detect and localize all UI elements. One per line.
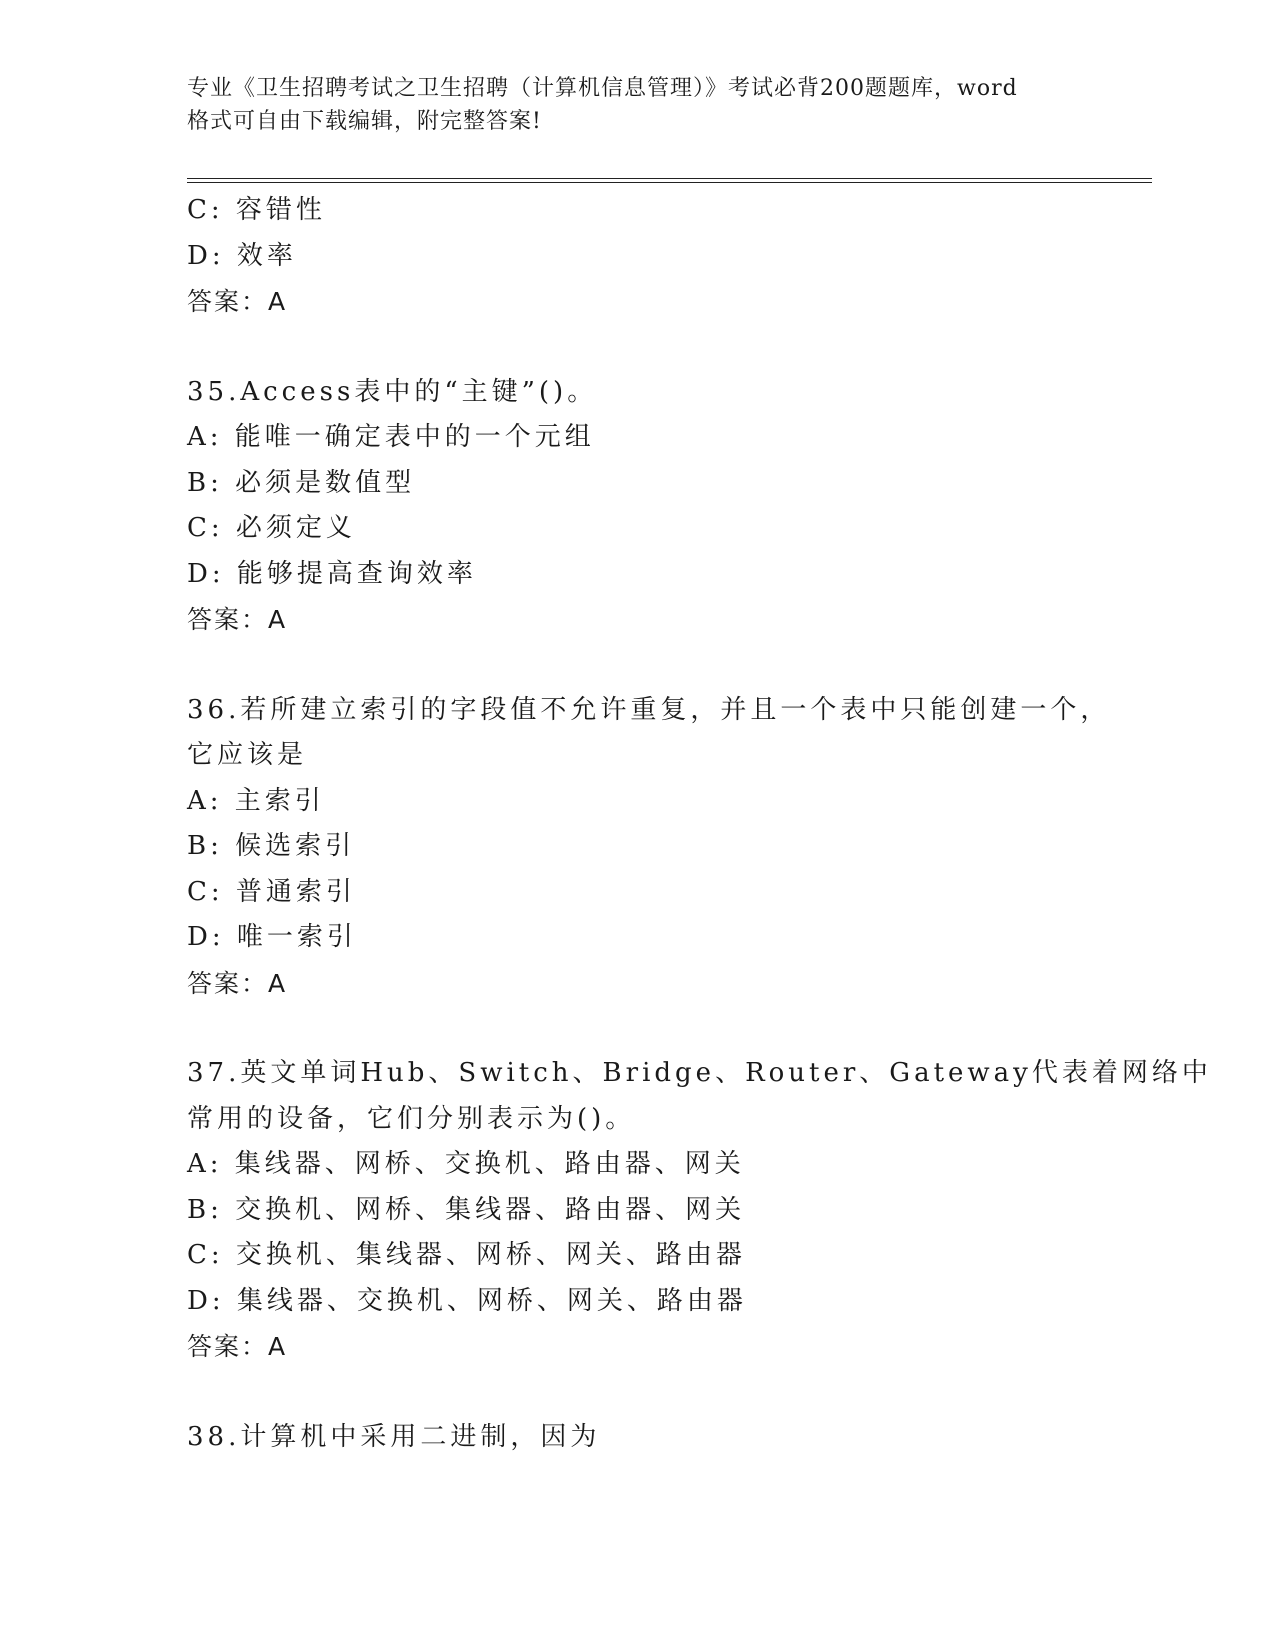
- question-stem: 38.计算机中采用二进制，因为: [187, 1421, 601, 1452]
- question-stem-continued: 它应该是: [187, 740, 308, 770]
- option-c: C: 普通索引: [187, 876, 356, 907]
- document-header: [187, 72, 1087, 138]
- option-d: D: 能够提高查询效率: [187, 558, 477, 589]
- option-b: B: 必须是数值型: [187, 467, 416, 498]
- option-c: C: 必须定义: [187, 513, 356, 543]
- header-line-2: 格式可自由下载编辑，附完整答案!: [187, 109, 542, 134]
- spacer: [187, 1006, 1137, 1051]
- option-a: A: 能唯一确定表中的一个元组: [187, 422, 595, 452]
- answer-line: 答案：A: [187, 1332, 288, 1361]
- question-stem: 36.若所建立索引的字段值不允许重复，并且一个表中只能创建一个，: [187, 694, 1111, 725]
- header-rule-top: [187, 178, 1152, 179]
- option-a: A: 主索引: [187, 785, 325, 816]
- question-stem: 35.Access表中的“主键”()。: [187, 376, 598, 407]
- answer-line: 答案：A: [187, 968, 288, 998]
- header-rule-bottom: [187, 182, 1152, 183]
- question-content: [187, 188, 1212, 1460]
- option-b: B: 交换机、网桥、集线器、路由器、网关: [187, 1194, 746, 1225]
- answer-line: 答案：A: [187, 287, 288, 316]
- answer-line: 答案：A: [187, 605, 288, 634]
- spacer: [187, 643, 1137, 688]
- option-c: C: 容错性: [187, 195, 326, 225]
- option-a: A: 集线器、网桥、交换机、路由器、网关: [187, 1149, 745, 1179]
- spacer: [187, 1370, 1137, 1415]
- question-stem: 37.英文单词Hub、Switch、Bridge、Router、Gateway代表着网络中: [187, 1058, 1212, 1088]
- option-d: D: 集线器、交换机、网桥、网关、路由器: [187, 1285, 747, 1316]
- question-stem-continued: 常用的设备，它们分别表示为()。: [187, 1103, 636, 1134]
- option-d: D: 唯一索引: [187, 922, 357, 952]
- option-d: D: 效率: [187, 240, 297, 271]
- option-b: B: 候选索引: [187, 831, 356, 861]
- header-line-1: 专业《卫生招聘考试之卫生招聘（计算机信息管理）》考试必背200题题库，word: [187, 76, 1018, 101]
- option-c: C: 交换机、集线器、网桥、网关、路由器: [187, 1240, 746, 1270]
- spacer: [187, 325, 1137, 370]
